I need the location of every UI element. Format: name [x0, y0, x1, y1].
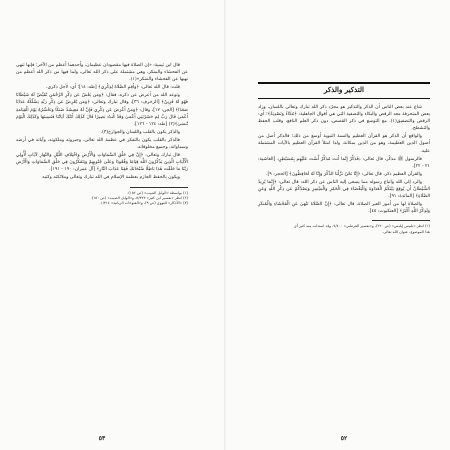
- left-paragraph-5: فالذكر بالقلب يكون بالتفكر في عظمة الله تعالى، وجبروته وملكوته، وآياته في أرضه وسماواته، وجميع مخلوقاته.: [16, 137, 188, 151]
- right-paragraph-3: فالرسول ﷺ مذكّر، قال تعالى: ﴿فَذَكِّرْ إِنَّمَا أَنتَ مُذَكِّرٌ لَّسْتَ عَلَيْهِم بِمُسَيْطِرٍ﴾ [الغاشية: ٢١ - ٢٢].: [258, 156, 430, 169]
- right-page: [258, 62, 430, 414]
- left-page-number: ٥٣: [98, 435, 106, 442]
- chapter-heading-bar: [258, 82, 430, 99]
- left-page: [16, 62, 188, 414]
- left-footnote-3: (٣) «الأذكار» للنووي (ص ٩)، و«الفتوحات الربانية» ١/٣١٤.: [99, 201, 188, 206]
- right-footnote-2: هذا الموضوع، عنوان الله تعالى.: [382, 229, 430, 234]
- footnote-separator: [372, 220, 430, 221]
- left-paragraph-7: ويكون بالحفظ الجازم بعظمة الإسلام في الله تبارك وتعالى وملائكته وكتبه: [42, 175, 180, 181]
- right-paragraph-6: والصلاة لها من أمور العبر الصلاة، قال تعالى: ﴿إِنَّ الصَّلَاةَ تَنْهَىٰ عَنِ الْفَحْشَاءِ وَالْمُنكَرِ وَلَذِكْرُ اللَّهِ أَكْبَرُ﴾ [العنكبوت: ٤٥].: [258, 202, 430, 215]
- left-paragraph-3: وتوعد الله من أعرض عن ذكره، فقال: ﴿وَمَن يَعْشُ عَن ذِكْرِ الرَّحْمَٰنِ نُقَيِّضْ لَهُ شَيْطَانًا فَهُوَ لَهُ قَرِينٌ﴾ [الزخرف: ٣٦]، وقال تبارك وتعالى: ﴿وَمَن يُعْرِضْ عَن ذِكْرِ رَبِّهِ يَسْلُكْهُ عَذَابًا صَعَدًا﴾ [الجن: ١٧]، وقال: ﴿وَمَنْ أَعْرَضَ عَن ذِكْرِي فَإِنَّ لَهُ مَعِيشَةً ضَنكًا وَنَحْشُرُهُ يَوْمَ الْقِيَامَةِ أَعْمَىٰ قَالَ رَبِّ لِمَ حَشَرْتَنِي أَعْمَىٰ وَقَدْ كُنتُ بَصِيرًا قَالَ كَذَٰلِكَ أَتَتْكَ آيَاتُنَا فَنَسِيتَهَا وَكَذَٰلِكَ الْيَوْمَ تُنسَىٰ﴾(٢) [طه: ١٢٤ - ١٢٦].: [16, 93, 189, 127]
- footnote-separator: [130, 187, 188, 188]
- left-paragraph-1: قال ابن تيمية: «إن الصلاة فيها مقصودان عظيمان، وأحدهما أعظم من الآخر؛ فإنها تنهى عن الفحشاء والمنكر، وهي مشتملة على ذكر الله تعالى، ولما فيها من ذكر الله أعظم من نهيها عن الفحشاء والمنكر»(١).: [16, 63, 188, 83]
- left-paragraph-6: قال تبارك وتعالى: ﴿إِنَّ فِي خَلْقِ السَّمَاوَاتِ وَالْأَرْضِ وَاخْتِلَافِ اللَّيْلِ وَالنَّهَارِ لَآيَاتٍ لِّأُولِي الْأَلْبَابِ الَّذِينَ يَذْكُرُونَ اللَّهَ قِيَامًا وَقُعُودًا وَعَلَىٰ جُنُوبِهِمْ وَيَتَفَكَّرُونَ فِي خَلْقِ السَّمَاوَاتِ وَالْأَرْضِ رَبَّنَا مَا خَلَقْتَ هَٰذَا بَاطِلًا سُبْحَانَكَ فَقِنَا عَذَابَ النَّارِ﴾ [آل عمران: ١٩٠ - ١٩١].: [16, 153, 188, 173]
- right-page-number: ٥٢: [340, 435, 348, 442]
- left-paragraph-2: قلت: قال الله تعالى: ﴿وَأَقِمِ الصَّلَاةَ لِذِكْرِي﴾ [طه: ١٤]؛ أي: لأجل ذكري.: [45, 85, 180, 91]
- left-paragraph-4: والذكر يكون بالقلب واللسان والجوارح(٣).: [100, 129, 180, 135]
- left-footnote-2: (٢) انظر «تفسير ابن كثير» ٥/٣٢٣، و«الوابل الصيب» (ص ١٥٠).: [90, 195, 188, 200]
- right-paragraph-1: شاع عند بعض الناس أن الذكر والتذكير هو مجرّد ذكر الله تبارك وتعالى باللسان، وزاد بعض المتحرفة معه الرقص والبكاء والتصفية التي هي أقوال الجاهلية: ﴿مُكَاءً وَتَصْدِيَةً﴾؛ أي: الرقص والتصفيق(١). مع التوسع في ذكر القصص، دون ذكر العلم النافع، وقلب الحفظ والتشطح.: [258, 105, 430, 132]
- chapter-heading: التذكير والذكر: [324, 85, 364, 94]
- right-paragraph-5: والرد إلى الله واتباع رسوله مما يسعى إليه الناس عن ذكر الله: قال تعالى: ﴿إِنَّمَا يُرِيدُ الشَّيْطَانُ أَن يُوقِعَ بَيْنَكُمُ الْعَدَاوَةَ وَالْبَغْضَاءَ فِي الْخَمْرِ وَالْمَيْسِرِ وَيَصُدَّكُمْ عَن ذِكْرِ اللَّهِ وَعَنِ الصَّلَاةِ﴾ [المائدة: ٩١].: [258, 179, 430, 200]
- book-spine: [224, 0, 226, 450]
- right-footnote-1: (١) انظر «تلبيس إبليس» (ص ٢٢٠)، و«تفسير القرطبي» ٧/٤٠٠، وقد استدلت منه كثير أي: [293, 224, 430, 229]
- left-footnote-1: (١) بواسطة «الوابل الصيب» (ص ١٥٢).: [127, 190, 188, 195]
- right-paragraph-4: والقرآن العظيم ذكر، قال تعالى: ﴿إِنَّا نَحْنُ نَزَّلْنَا الذِّكْرَ وَإِنَّا لَهُ لَحَافِظُونَ﴾ [الحجر: ٩].: [266, 171, 422, 177]
- right-paragraph-2: والواقع أن الذكر هو القرآن العظيم والسنة النبوية أوسع من ذلك؛ فالذكر أصل من أصول الدين العظيمة، وهو من الدين بمكانة، ولذا امتلأ القرآن العظيم بالآيات المشتملة عليه.: [258, 134, 430, 154]
